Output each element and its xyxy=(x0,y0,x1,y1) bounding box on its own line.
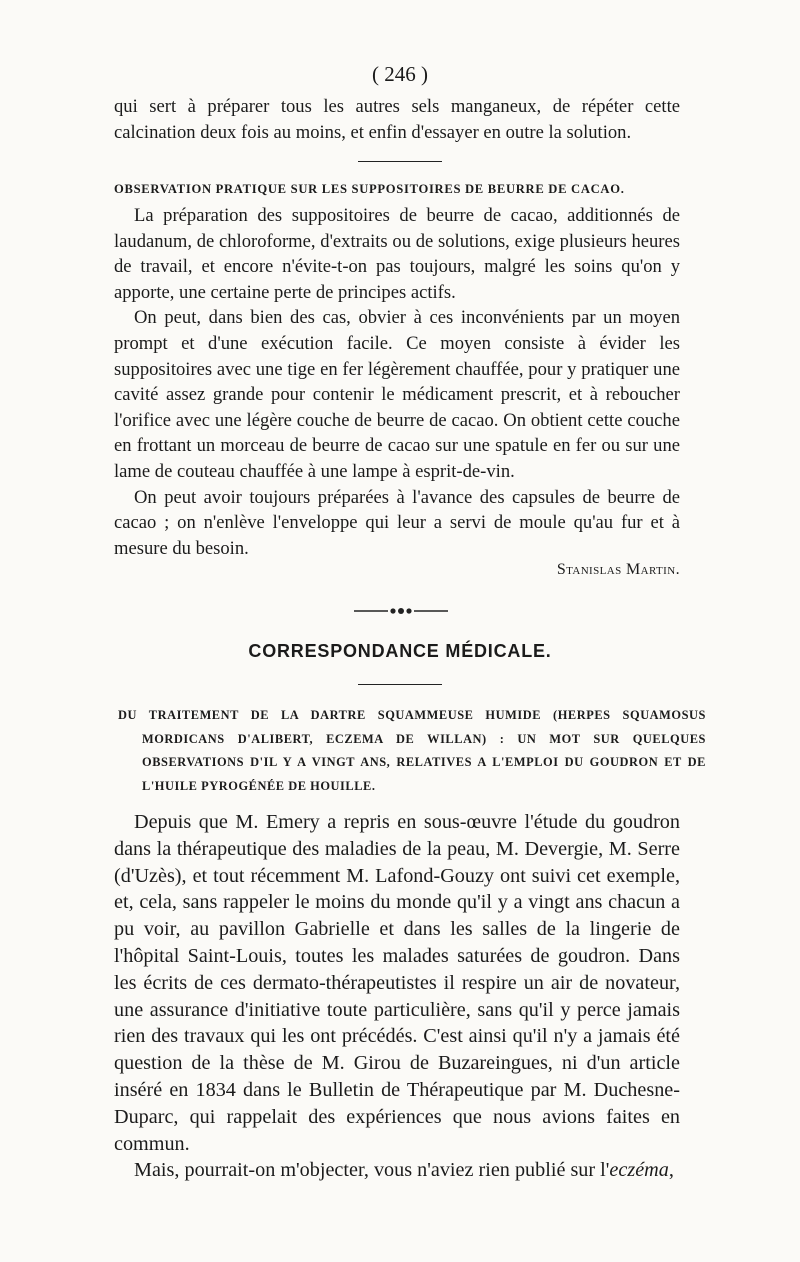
separator-rule xyxy=(358,161,442,162)
article-body xyxy=(114,809,680,1184)
section-title: CORRESPONDANCE MÉDICALE. xyxy=(248,641,552,661)
page-number: ( 246 ) xyxy=(372,62,428,86)
last-line-end: , xyxy=(668,1159,674,1182)
last-line-text: Mais, pourrait-on m'objecter, vous n'aviez rien publié sur l' xyxy=(134,1159,610,1182)
article-paragraph: Depuis que M. Emery a repris en sous-œuvre l'étude du goudron dans la thérapeutique des maladies de la peau, M. Devergie, M. Serre (d'Uzès), et tout récemment M. Lafond-Gouzy ont suivi cet exemple, et, cela, sans rappeler le moins du monde qu'il y a vingt ans chacun a pu voir, au pavillon Gabrielle et dans les salles de la lingerie de l'hôpital Saint-Louis, toutes les malades saturées de goudron. Dans les écrits de ces dermato-thérapeutistes il respire un air de novateur, une assurance d'initiative toute particulière, sans qu'il y perce jamais rien des travaux qui les ont précédés. C'est ainsi qu'il n'y a jamais été question de la thèse de M. Girou de Buzareingues, ni d'un article inséré en 1834 dans le Bulletin de Thérapeutique par M. Duchesne-Duparc, qui rappelait des expériences que nous avions faites en commun. xyxy=(114,811,680,1155)
title-rule xyxy=(358,684,442,685)
article-last-line xyxy=(114,1157,680,1184)
observation-body xyxy=(114,203,680,579)
opening-text xyxy=(114,94,680,145)
observation-paragraph: On peut, dans bien des cas, obvier à ces inconvénients par un moyen prompt et d'une exécution facile. Ce moyen consiste à évider les suppositoires avec une tige en fer légèrement chauffée, pour y pratiquer une cavité assez grande pour contenir le médicament prescrit, et à reboucher l'orifice avec une légère couche de beurre de cacao. On obtient cette couche en frottant un morceau de beurre de cacao sur une spatule en fer ou sur une lame de couteau chauffée à une lampe à esprit-de-vin. xyxy=(114,307,680,482)
opening-paragraph: qui sert à préparer tous les autres sels manganeux, de répéter cette calcination deux fois au moins, et enfin d'essayer en outre la solution. xyxy=(114,96,680,143)
author-signature: Stanislas Martin. xyxy=(556,561,680,579)
article-subheading: DU TRAITEMENT DE LA DARTRE SQUAMMEUSE HUMIDE (HERPES SQUAMOSUS MORDICANS D'ALIBERT, ECZEMA DE WILLAN) : UN MOT SUR QUELQUES OBSERVATIONS D'IL Y A VINGT ANS, RELATIVES A L'EMPLOI DU GOUDRON ET DE L'HUILE PYROGÉNÉE DE HOUILLE. xyxy=(118,708,706,793)
last-line-italic: eczéma xyxy=(609,1159,669,1182)
observation-paragraph: On peut avoir toujours préparées à l'avance des capsules de beurre de cacao ; on n'enlève l'enveloppe qui leur a servi de moule qu'au fur et à mesure du besoin. xyxy=(114,486,680,559)
signature-line xyxy=(114,561,680,579)
observation-paragraph: La préparation des suppositoires de beurre de cacao, additionnés de laudanum, de chloroforme, d'extraits ou de solutions, exige plusieurs heures de travail, et encore n'évite-t-on pas toujours, malgré les soins qu'on y apporte, une certaine perte de principes actifs. xyxy=(114,205,680,303)
ornament-divider xyxy=(354,606,448,616)
observation-heading: OBSERVATION PRATIQUE SUR LES SUPPOSITOIRES DE BEURRE DE CACAO. xyxy=(114,182,625,196)
